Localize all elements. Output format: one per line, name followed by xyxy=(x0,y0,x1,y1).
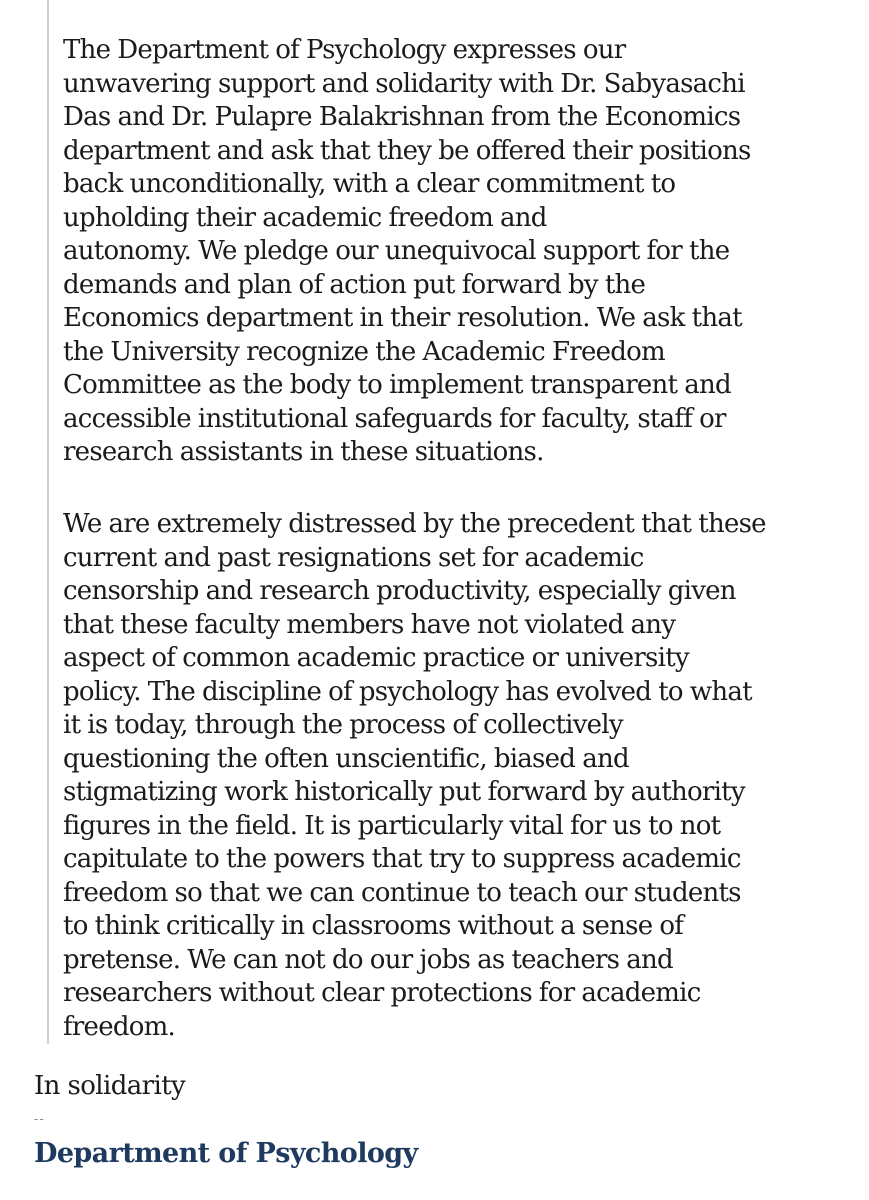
text-line: figures in the field. It is particularly vital for us to not xyxy=(63,810,721,841)
text-line: upholding their academic freedom and xyxy=(63,202,547,233)
text-line: current and past resignations set for academic xyxy=(63,542,644,573)
text-line: aspect of common academic practice or university xyxy=(63,643,689,673)
text-line: questioning the often unscientific, biased and xyxy=(63,743,629,774)
text-line: the University recognize the Academic Freedom xyxy=(63,336,665,367)
letter-paragraph-1 xyxy=(63,34,853,470)
text-line: Economics department in their resolution. We ask that xyxy=(63,303,742,333)
signature-name: Department of Psychology xyxy=(34,1138,418,1169)
text-line: autonomy. We pledge our unequivocal support for the xyxy=(63,236,730,266)
text-line: The Department of Psychology expresses our xyxy=(63,35,626,65)
text-line: researchers without clear protections for academic xyxy=(63,978,701,1008)
closing-line: In solidarity xyxy=(34,1071,186,1101)
text-line: accessible institutional safeguards for faculty, staff or xyxy=(63,403,726,434)
text-line: policy. The discipline of psychology has evolved to what xyxy=(63,676,752,707)
text-line: department and ask that they be offered their positions xyxy=(63,135,751,166)
text-line: We are extremely distressed by the precedent that these xyxy=(63,509,766,539)
text-line: back unconditionally, with a clear commitment to xyxy=(63,169,676,199)
text-line: research assistants in these situations. xyxy=(63,437,544,467)
text-line: that these faculty members have not violated any xyxy=(63,609,676,640)
text-line: capitulate to the powers that try to suppress academic xyxy=(63,844,741,874)
text-line: unwavering support and solidarity with Dr. Sabyasachi xyxy=(63,68,745,99)
text-line: censorship and research productivity, especially given xyxy=(63,576,736,606)
text-line: it is today, through the process of collectively xyxy=(63,710,623,740)
text-line: freedom. xyxy=(63,1011,176,1042)
text-line: pretense. We can not do our jobs as teachers and xyxy=(63,944,673,975)
text-line: demands and plan of action put forward by the xyxy=(63,269,646,300)
text-line: stigmatizing work historically put forward by authority xyxy=(63,777,745,807)
text-line: to think critically in classrooms without a sense of xyxy=(63,911,684,941)
text-line: Das and Dr. Pulapre Balakrishnan from the Economics xyxy=(63,102,741,132)
letter-paragraph-2 xyxy=(63,508,853,1044)
text-line: Committee as the body to implement transparent and xyxy=(63,370,731,400)
quoted-letter-block xyxy=(47,0,847,1044)
signature-separator: -- xyxy=(34,1112,45,1126)
text-line: freedom so that we can continue to teach our students xyxy=(63,877,741,908)
